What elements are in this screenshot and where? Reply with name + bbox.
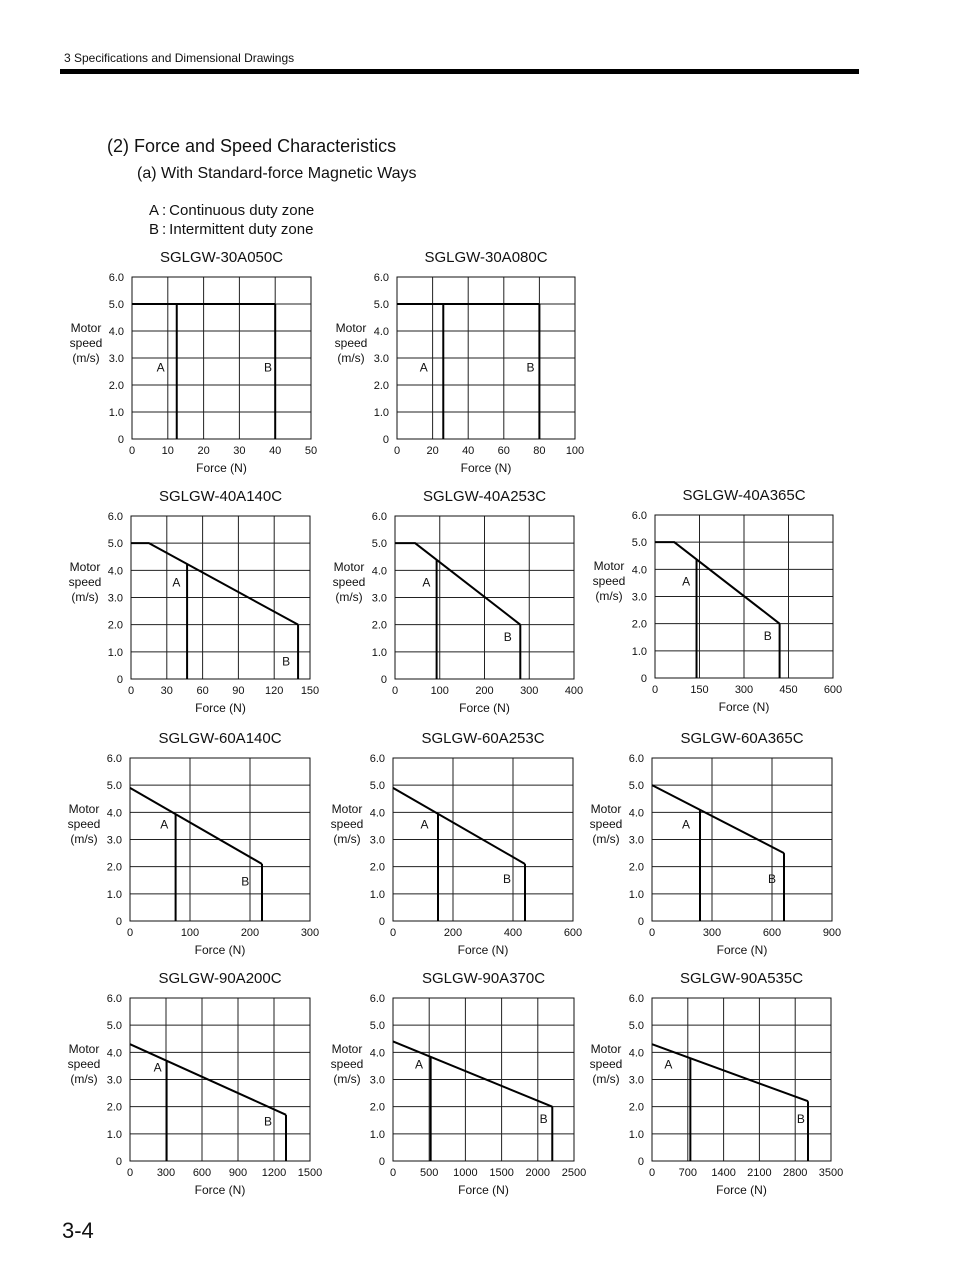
x-tick-label: 2800 [782,1167,808,1179]
x-tick-label: 300 [702,927,722,939]
zone-b-label: B [526,360,535,375]
y-tick-label: 1.0 [107,646,123,659]
y-tick-label: 3.0 [106,834,122,847]
y-tick-label: 6.0 [373,272,389,284]
y-tick-label: 4.0 [107,565,123,578]
chart-sglgw-40a140c [69,488,320,715]
chart-title: SGLGW-60A365C [680,730,804,747]
x-tick-label: 600 [762,927,782,939]
zone-a-label: A [156,360,165,375]
chart-sglgw-90a370c [331,970,587,1197]
y-axis-label: (m/s) [592,1072,620,1086]
x-tick-label: 600 [192,1167,212,1179]
legend-continuous-zone: A : Continuous duty zone [149,202,315,219]
y-axis-label: (m/s) [70,1072,98,1086]
y-tick-label: 5.0 [628,1020,644,1033]
x-tick-label: 0 [393,445,401,457]
x-axis-label: Force (N) [716,1183,767,1197]
y-tick-label: 4.0 [369,807,385,820]
x-tick-label: 100 [430,685,449,697]
zone-b-label: B [241,874,250,889]
x-tick-label: 300 [156,1167,176,1179]
speed-force-curve [393,788,525,864]
x-axis-label: Force (N) [194,1183,246,1197]
x-tick-label: 1200 [261,1167,287,1179]
x-tick-label: 20 [426,445,439,457]
x-tick-label: 1000 [453,1167,478,1179]
y-tick-label: 4.0 [106,807,122,820]
chart-sglgw-60a365c [590,730,842,957]
zone-b-label: B [503,629,512,644]
y-tick-label: 0 [380,674,387,686]
x-tick-label: 200 [240,927,260,939]
speed-force-curve [655,542,780,624]
speed-force-curve [393,1041,552,1106]
x-axis-label: Force (N) [458,1183,509,1197]
y-tick-label: 2.0 [369,861,385,874]
y-tick-label: 4.0 [628,1047,644,1060]
y-tick-label: 5.0 [373,299,389,311]
x-axis-label: Force (N) [718,700,770,714]
y-tick-label: 1.0 [369,1128,385,1141]
x-tick-label: 120 [265,685,284,697]
y-axis-label: Motor [593,559,625,573]
chart-title: SGLGW-60A140C [158,730,282,747]
x-tick-label: 30 [160,685,173,697]
y-tick-label: 3.0 [108,353,124,365]
y-tick-label: 3.0 [106,1074,122,1087]
x-tick-label: 10 [161,445,174,457]
y-tick-label: 4.0 [373,326,389,338]
y-tick-label: 6.0 [369,753,385,765]
y-tick-label: 6.0 [369,993,385,1005]
y-axis-label: (m/s) [595,589,623,603]
y-axis-label: Motor [331,802,363,816]
y-tick-label: 6.0 [106,993,122,1005]
y-tick-label: 0 [378,1156,385,1168]
chart-sglgw-90a535c [590,970,844,1197]
x-axis-label: Force (N) [195,701,246,715]
x-tick-label: 0 [128,445,136,457]
x-tick-label: 500 [420,1167,439,1179]
zone-a-label: A [419,360,428,375]
chart-title: SGLGW-90A200C [158,970,282,987]
zone-b-label: B [539,1111,548,1126]
y-tick-label: 1.0 [106,888,122,901]
x-tick-label: 1400 [711,1167,736,1179]
y-tick-label: 5.0 [106,780,122,793]
y-tick-label: 5.0 [369,1020,385,1033]
chart-sglgw-90a200c [68,970,323,1197]
y-tick-label: 4.0 [106,1047,122,1060]
y-axis-label: speed [332,575,366,589]
x-tick-label: 150 [300,685,320,697]
zone-b-label: B [264,360,273,375]
chart-title: SGLGW-90A535C [679,970,804,987]
y-axis-label: (m/s) [70,832,98,846]
y-tick-label: 5.0 [628,780,644,793]
chart-sglgw-40a365c [593,487,843,714]
y-tick-label: 5.0 [106,1020,122,1033]
chart-sglgw-30a050c [70,249,317,475]
y-tick-label: 0 [117,434,124,446]
zone-a-label: A [681,817,691,832]
chart-sglgw-60a140c [68,730,320,957]
x-tick-label: 0 [391,685,399,697]
zone-a-label: A [664,1057,673,1072]
x-tick-label: 450 [779,684,798,696]
y-tick-label: 0 [115,916,122,928]
y-axis-label: (m/s) [71,590,99,604]
x-tick-label: 0 [127,685,135,697]
y-tick-label: 5.0 [107,538,123,551]
subsection-title: (a) With Standard-force Magnetic Ways [137,165,417,182]
chart-sglgw-60a253c [331,730,583,957]
y-tick-label: 2.0 [108,380,124,392]
zone-a-label: A [682,574,691,589]
x-tick-label: 400 [503,927,523,939]
y-tick-label: 0 [640,673,647,685]
y-axis-label: Motor [70,321,102,335]
x-tick-label: 50 [304,445,318,457]
y-axis-label: speed [334,336,368,350]
y-tick-label: 2.0 [106,861,122,874]
x-tick-label: 40 [269,445,282,457]
x-tick-label: 300 [300,927,320,939]
zone-a-label: A [172,575,181,590]
zone-b-label: B [763,628,772,643]
y-tick-label: 6.0 [628,993,644,1005]
zone-a-label: A [420,817,429,832]
speed-force-curve [130,788,262,864]
chart-title: SGLGW-40A253C [422,488,547,505]
y-axis-label: speed [330,817,364,831]
x-tick-label: 0 [648,927,656,939]
y-tick-label: 1.0 [369,888,385,901]
y-axis-label: (m/s) [592,832,620,846]
zone-a-label: A [422,575,431,590]
chart-title: SGLGW-40A140C [158,488,283,505]
x-tick-label: 2500 [561,1167,587,1179]
y-tick-label: 0 [637,916,644,928]
y-tick-label: 3.0 [107,592,123,605]
zone-a-label: A [153,1060,162,1075]
zone-b-label: B [796,1111,805,1126]
zone-b-label: B [282,654,291,669]
x-tick-label: 1500 [297,1167,323,1179]
legend-intermittent-zone: B : Intermittent duty zone [149,221,314,238]
y-tick-label: 4.0 [108,326,124,338]
y-tick-label: 1.0 [373,407,389,419]
speed-force-curve [395,543,520,625]
y-tick-label: 0 [637,1156,644,1168]
y-tick-label: 2.0 [369,1101,385,1114]
y-tick-label: 2.0 [373,380,389,392]
y-tick-label: 6.0 [107,511,123,523]
x-tick-label: 150 [690,684,709,696]
x-tick-label: 30 [233,445,246,457]
running-header: 3 Specifications and Dimensional Drawings [64,51,295,65]
y-axis-label: (m/s) [335,590,363,604]
y-tick-label: 1.0 [108,407,124,419]
x-tick-label: 600 [563,927,583,939]
x-tick-label: 60 [196,685,209,697]
y-tick-label: 0 [378,916,385,928]
x-axis-label: Force (N) [460,461,512,475]
y-axis-label: Motor [590,1042,622,1056]
x-tick-label: 700 [678,1167,697,1179]
chart-title: SGLGW-40A365C [682,487,806,504]
y-axis-label: speed [67,1057,101,1071]
y-tick-label: 4.0 [369,1047,385,1060]
x-tick-label: 100 [180,927,200,939]
x-tick-label: 200 [475,685,494,697]
y-tick-label: 1.0 [628,1128,644,1141]
y-axis-label: Motor [590,802,622,816]
y-axis-label: speed [330,1057,364,1071]
y-axis-label: (m/s) [333,1072,361,1086]
y-tick-label: 6.0 [108,272,124,284]
y-tick-label: 3.0 [371,592,387,605]
x-tick-label: 300 [734,684,754,696]
x-tick-label: 20 [197,445,210,457]
x-tick-label: 0 [126,1167,134,1179]
y-tick-label: 0 [116,674,123,686]
y-axis-label: Motor [68,1042,100,1056]
y-tick-label: 1.0 [371,646,387,659]
y-tick-label: 5.0 [369,780,385,793]
y-tick-label: 5.0 [631,537,647,550]
x-tick-label: 90 [232,685,245,697]
y-tick-label: 4.0 [628,807,644,820]
speed-force-curve [652,785,784,853]
zone-a-label: A [160,817,169,832]
zone-b-label: B [263,1114,273,1129]
zone-b-label: B [502,871,512,886]
y-axis-label: (m/s) [72,351,100,365]
y-tick-label: 1.0 [628,888,644,901]
x-tick-label: 400 [564,685,584,697]
y-tick-label: 2.0 [628,861,644,874]
x-tick-label: 1500 [489,1167,514,1179]
y-tick-label: 3.0 [628,834,644,847]
chart-sglgw-40a253c [333,488,584,715]
chart-sglgw-30a080c [335,249,585,475]
y-tick-label: 5.0 [108,299,124,311]
x-tick-label: 2000 [525,1167,551,1179]
x-tick-label: 200 [443,927,463,939]
x-tick-label: 0 [389,1167,397,1179]
y-axis-label: speed [69,336,103,350]
y-tick-label: 1.0 [631,645,647,658]
y-tick-label: 1.0 [106,1128,122,1141]
y-tick-label: 2.0 [628,1101,644,1114]
y-tick-label: 0 [115,1156,122,1168]
chart-title: SGLGW-90A370C [421,970,546,987]
y-axis-label: Motor [68,802,100,816]
y-axis-label: (m/s) [333,832,361,846]
x-tick-label: 60 [497,445,510,457]
y-tick-label: 3.0 [369,1074,385,1087]
x-tick-label: 80 [533,445,546,457]
speed-force-curve [131,543,298,625]
y-tick-label: 2.0 [107,619,123,632]
y-axis-label: speed [67,817,101,831]
y-tick-label: 6.0 [106,753,122,765]
y-axis-label: Motor [331,1042,363,1056]
y-axis-label: Motor [333,560,365,574]
y-axis-label: Motor [335,321,367,335]
y-axis-label: speed [589,817,623,831]
y-axis-label: Motor [69,560,101,574]
y-tick-label: 3.0 [631,591,647,604]
x-tick-label: 40 [462,445,475,457]
x-axis-label: Force (N) [196,461,247,475]
zone-b-label: B [767,871,777,886]
y-tick-label: 2.0 [371,619,387,632]
x-tick-label: 100 [565,445,585,457]
x-tick-label: 3500 [818,1167,844,1179]
x-axis-label: Force (N) [459,701,510,715]
x-axis-label: Force (N) [716,943,768,957]
chart-title: SGLGW-60A253C [421,730,545,747]
y-tick-label: 5.0 [371,538,387,551]
x-tick-label: 2100 [747,1167,772,1179]
section-title: (2) Force and Speed Characteristics [107,136,397,156]
x-axis-label: Force (N) [457,943,509,957]
x-tick-label: 900 [822,927,842,939]
x-tick-label: 900 [228,1167,248,1179]
y-tick-label: 2.0 [631,618,647,631]
y-tick-label: 6.0 [628,753,644,765]
y-axis-label: (m/s) [337,351,365,365]
y-axis-label: speed [589,1057,623,1071]
y-tick-label: 3.0 [628,1074,644,1087]
x-axis-label: Force (N) [194,943,246,957]
x-tick-label: 0 [389,927,397,939]
zone-a-label: A [415,1057,424,1072]
y-tick-label: 3.0 [373,353,389,365]
y-tick-label: 6.0 [371,511,387,523]
y-axis-label: speed [592,574,626,588]
y-tick-label: 6.0 [631,510,647,522]
y-axis-label: speed [68,575,102,589]
chart-title: SGLGW-30A050C [159,249,284,266]
x-tick-label: 300 [520,685,539,697]
y-tick-label: 4.0 [371,565,387,578]
x-tick-label: 0 [126,927,134,939]
chart-title: SGLGW-30A080C [424,249,548,266]
x-tick-label: 600 [823,684,843,696]
y-tick-label: 0 [382,434,389,446]
y-tick-label: 3.0 [369,834,385,847]
x-tick-label: 0 [648,1167,656,1179]
y-tick-label: 2.0 [106,1101,122,1114]
page-number: 3-4 [62,1218,94,1243]
y-tick-label: 4.0 [631,564,647,577]
x-tick-label: 0 [651,684,659,696]
